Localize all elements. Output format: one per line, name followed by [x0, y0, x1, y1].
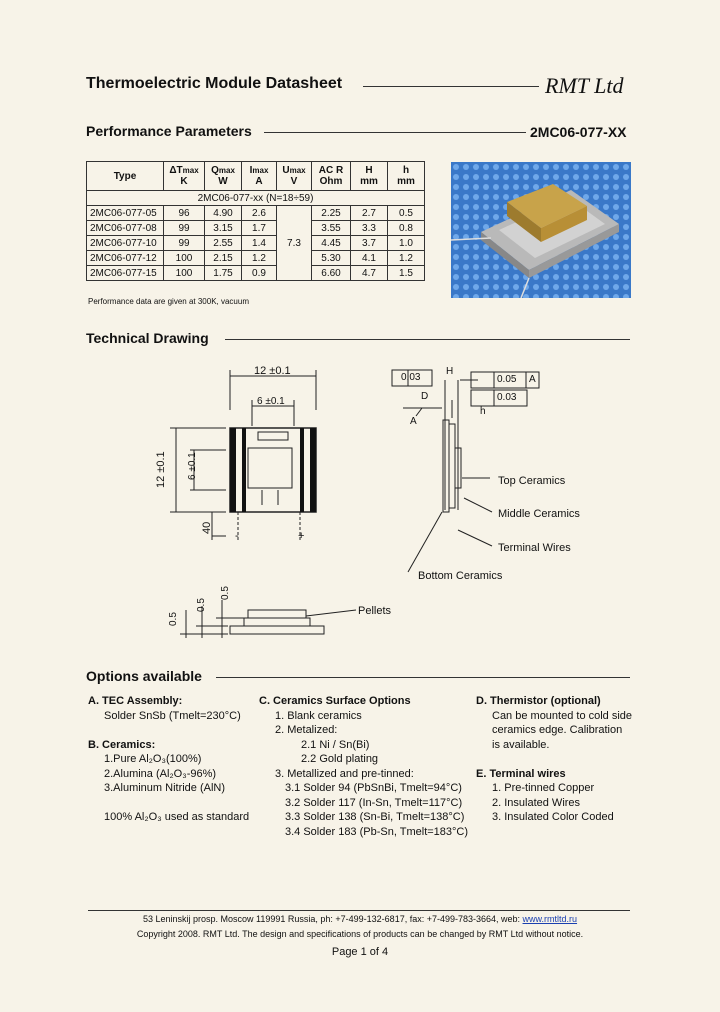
cell: 0.9	[242, 266, 277, 281]
dim-height: 12 ±0.1	[155, 451, 167, 488]
option-item: 1.Pure Al₂O₃(100%)	[104, 753, 202, 765]
spacer	[476, 752, 636, 767]
header-rule	[363, 86, 539, 87]
brand-logo-text: RMT Ltd	[545, 73, 624, 98]
option-item: 3. Metallized and pre-tinned:	[275, 767, 414, 780]
col-unit: A	[255, 176, 263, 187]
spacer	[88, 796, 258, 811]
option-item: 2.Alumina (Al₂O₃-96%)	[104, 767, 217, 780]
option-item: 2.2 Gold plating	[301, 753, 379, 765]
dim-0.5-c: 0.5	[220, 586, 231, 600]
product-photo	[451, 162, 631, 298]
address-text: 53 Leninskij prosp. Moscow 119991 Russia, ph: +7-499-132-6817, fax: +7-499-783-3664, web:	[142, 914, 523, 924]
dim-0.5-b: 0.5	[196, 598, 207, 612]
table-row	[87, 206, 425, 221]
spacer	[88, 723, 258, 738]
tol-flatness: 0.03	[401, 372, 421, 383]
col-imax: Imax A	[242, 162, 277, 191]
label-pellets: Pellets	[358, 605, 392, 617]
option-item: 1. Blank ceramics	[275, 709, 362, 722]
option-item: 1. Pre-tinned Copper	[492, 782, 595, 794]
cell: 3.15	[205, 221, 242, 236]
label-top-ceramics: Top Ceramics	[498, 475, 566, 487]
label-bottom-ceramics: Bottom Ceramics	[418, 570, 503, 582]
cell: 3.3	[351, 221, 388, 236]
cell: 4.7	[351, 266, 388, 281]
cell: 6.60	[312, 266, 351, 281]
label-D: D	[421, 391, 429, 402]
col-unit: V	[290, 176, 298, 187]
tol-flatness-2: 0.03	[497, 392, 517, 403]
performance-note: Performance data are given at 300K, vacuum	[88, 297, 249, 306]
cell: 2MC06-077-08	[87, 221, 164, 236]
cell: 1.2	[242, 251, 277, 266]
document-title: Thermoelectric Module Datasheet	[86, 75, 343, 92]
label-middle-ceramics: Middle Ceramics	[498, 508, 580, 520]
options-rule	[216, 677, 630, 678]
col-H	[351, 162, 388, 191]
cell: 4.45	[312, 236, 351, 251]
option-title: B. Ceramics:	[88, 738, 156, 751]
option-item: ceramics edge. Calibration	[492, 724, 623, 736]
option-title: C. Ceramics Surface Options	[259, 695, 411, 707]
tec-module-image	[451, 162, 631, 298]
cell: 2.25	[312, 206, 351, 221]
options-heading: Options available	[86, 668, 202, 684]
group-row	[87, 191, 425, 206]
performance-table	[86, 161, 425, 281]
col-unit: W	[218, 176, 228, 187]
col-qmax: Qmax W	[205, 162, 242, 191]
col-acr	[312, 162, 351, 191]
tol-parallel: 0.05	[497, 374, 517, 385]
cell: 100	[164, 251, 205, 266]
label-terminal-wires: Terminal Wires	[498, 542, 571, 554]
cell: 2.15	[205, 251, 242, 266]
col-unit: mm	[360, 176, 378, 187]
option-title: A. TEC Assembly:	[88, 695, 183, 707]
cell: 2.6	[242, 206, 277, 221]
col-dtmax: ΔTmax K	[164, 162, 205, 191]
umax-shared-cell: 7.3	[277, 206, 312, 281]
cell: 96	[164, 206, 205, 221]
option-item: 100% Al₂O₃ used as standard	[104, 811, 250, 823]
cell: 5.30	[312, 251, 351, 266]
technical-drawing-heading: Technical Drawing	[86, 330, 209, 346]
table-row	[87, 221, 425, 236]
cell: 4.90	[205, 206, 242, 221]
dim-wire: 40	[201, 521, 213, 534]
dim-width: 12 ±0.1	[254, 365, 291, 377]
cell: 4.1	[351, 251, 388, 266]
ref-A: A	[529, 374, 536, 385]
table-row	[87, 266, 425, 281]
label-h: h	[480, 406, 486, 417]
cell: 1.2	[388, 251, 425, 266]
cell: 1.0	[388, 236, 425, 251]
option-title: D. Thermistor (optional)	[476, 695, 601, 707]
option-item: Can be mounted to cold side	[492, 709, 633, 722]
dim-0.5-a: 0.5	[168, 612, 179, 626]
options-col-1	[88, 694, 258, 825]
website-link[interactable]: www.rmtltd.ru	[522, 914, 578, 924]
cell: 2MC06-077-15	[87, 266, 164, 281]
option-item: 2. Insulated Wires	[492, 796, 581, 809]
table-row	[87, 236, 425, 251]
cell: 3.55	[312, 221, 351, 236]
option-item: 3.Aluminum Nitride (AlN)	[104, 782, 226, 794]
plus-terminal: +	[298, 530, 305, 542]
col-unit: mm	[397, 176, 415, 187]
cell: 2MC06-077-10	[87, 236, 164, 251]
option-item: 3. Insulated Color Coded	[492, 811, 614, 823]
performance-rule	[264, 132, 526, 133]
table-header-row	[87, 162, 425, 191]
options-col-2	[259, 694, 469, 839]
option-item: 2. Metalized:	[275, 724, 338, 736]
col-umax: Umax V	[277, 162, 312, 191]
option-item: 3.4 Solder 183 (Pb-Sn, Tmelt=183°C)	[285, 825, 469, 838]
footer-copyright: Copyright 2008. RMT Ltd. The design and specifications of products can be changed by RMT Ltd without notice.	[136, 929, 584, 939]
cell: 2MC06-077-12	[87, 251, 164, 266]
options-col-3	[476, 694, 636, 825]
minus-terminal: -	[235, 530, 239, 542]
model-number: 2MC06-077-XX	[530, 124, 627, 140]
col-label: AC R	[318, 165, 344, 176]
cell: 1.75	[205, 266, 242, 281]
cell: 0.8	[388, 221, 425, 236]
dim-inner-height: 6 ±0.1	[187, 452, 198, 480]
performance-heading: Performance Parameters	[86, 123, 252, 139]
col-label: h	[402, 165, 410, 176]
cell: 1.7	[242, 221, 277, 236]
cell: 1.5	[388, 266, 425, 281]
option-item: 3.3 Solder 138 (Sn-Bi, Tmelt=138°C)	[285, 811, 465, 823]
col-unit: K	[180, 176, 188, 187]
technical-drawing	[160, 360, 630, 650]
col-label: H	[365, 165, 373, 176]
option-item: 2.1 Ni / Sn(Bi)	[301, 738, 370, 751]
col-type	[87, 162, 164, 191]
option-item: Solder SnSb (Tmelt=230°C)	[104, 709, 241, 722]
col-h	[388, 162, 425, 191]
col-label: Type	[113, 170, 137, 182]
cell: 2.7	[351, 206, 388, 221]
technical-drawing-rule	[225, 339, 630, 340]
cell: 99	[164, 221, 205, 236]
cell: 2MC06-077-05	[87, 206, 164, 221]
cell: 3.7	[351, 236, 388, 251]
dim-inner: 6 ±0.1	[257, 396, 285, 407]
label-H: H	[446, 366, 454, 377]
page-number: Page 1 of 4	[331, 946, 389, 958]
cell: 99	[164, 236, 205, 251]
cell: 100	[164, 266, 205, 281]
option-item: 3.1 Solder 94 (PbSnBi, Tmelt=94°C)	[285, 782, 462, 794]
option-item: is available.	[492, 738, 550, 751]
option-item: 3.2 Solder 117 (In-Sn, Tmelt=117°C)	[285, 796, 463, 809]
cell: 1.4	[242, 236, 277, 251]
footer-address	[0, 914, 720, 924]
cell: 0.5	[388, 206, 425, 221]
group-label: 2MC06-077-xx (N=18÷59)	[87, 191, 425, 206]
table-row	[87, 251, 425, 266]
ref-A-2: A	[410, 416, 417, 427]
col-unit: Ohm	[319, 176, 343, 187]
cell: 2.55	[205, 236, 242, 251]
footer-rule	[88, 910, 630, 911]
option-title: E. Terminal wires	[476, 767, 566, 780]
